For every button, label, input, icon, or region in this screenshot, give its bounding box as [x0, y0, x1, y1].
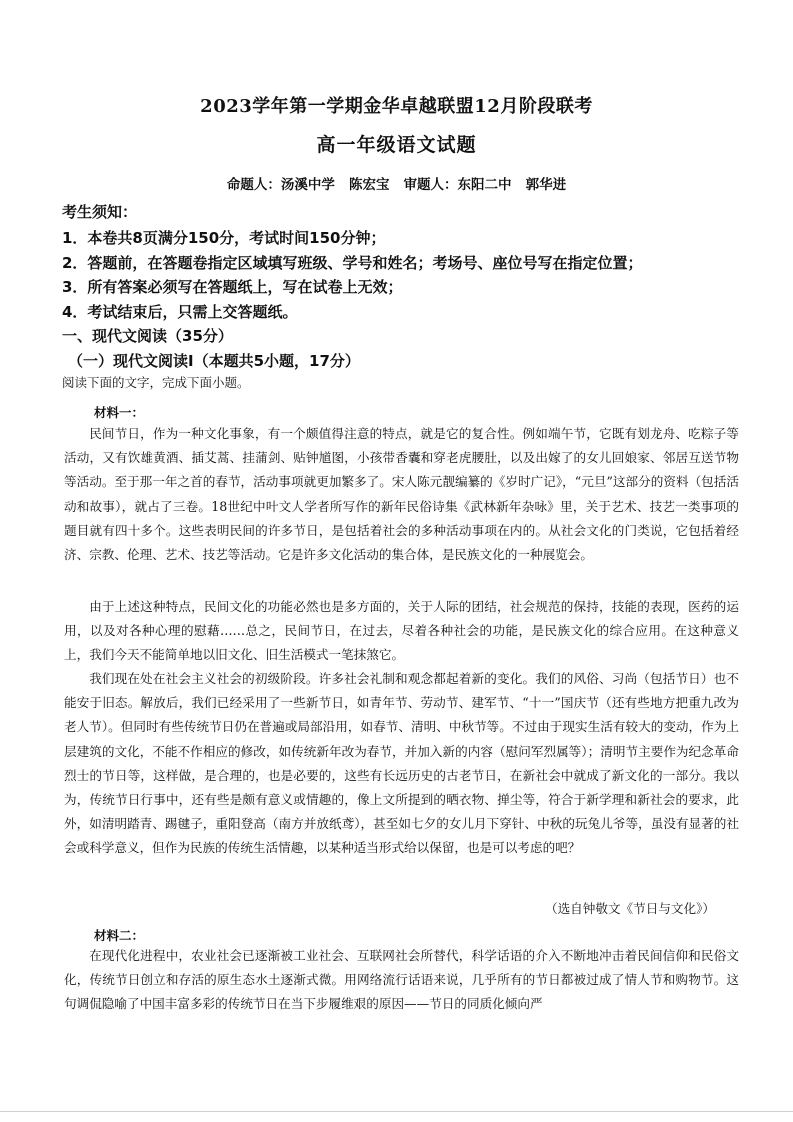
exam-authors: 命题人：汤溪中学 陈宏宝 审题人：东阳二中 郭华进: [226, 177, 567, 193]
notice-item-4: 4．考试结束后，只需上交答题纸。: [62, 303, 298, 321]
notice-item-2: 2．答题前，在答题卷指定区域填写班级、学号和姓名；考场号、座位号写在指定位置；: [62, 254, 643, 272]
exam-title: 2023学年第一学期金华卓越联盟12月阶段联考: [200, 96, 593, 117]
material-2-paragraph: 在现代化进程中，农业社会已逐渐被工业社会、互联网社会所替代，科学话语的介入不断地冲击着民间信仰和民俗文化，传统节日创立和存活的原生态水土逐渐式微。用网络流行话语来说，几乎所有的节日都被过成了情人节和购物节。这句调侃隐喻了中国丰富多彩的传统节日在当下步履维艰的原因——节日的同质化倾向严: [64, 948, 739, 1012]
material-1-paragraph-1: 民间节日，作为一种文化事象，有一个颇值得注意的特点，就是它的复合性。例如端午节，它既有划龙舟、吃粽子等活动，又有饮雄黄酒、插艾蒿、挂蒲剑、贴钟馗图，小孩带香囊和穿老虎腰肚，以及出嫁了的女儿回娘家、邻居互送节物等活动。至于那一年之首的春节，活动事项就更加繁多了。宋人陈元靓编纂的《岁时广记》，“元旦”这部分的资料（包括活动和故事），就占了三卷。18世纪中叶文人学者所写作的新年民俗诗集《武林新年杂咏》里，关于艺术、技艺一类事项的题目就有四十多个。这些表明民间的许多节日，是包括着社会的多种活动事项在内的。从社会文化的门类说，它包括着经济、宗教、伦理、艺术、技艺等活动。它是许多文化活动的集合体，是民族文化的一种展览会。: [64, 426, 739, 563]
section-title: 一、现代文阅读（35分）: [62, 327, 233, 345]
exam-subtitle: 高一年级语文试题: [316, 134, 477, 156]
material-2-heading: 材料二：: [94, 928, 145, 943]
notice-item-3: 3．所有答案必须写在答题纸上，写在试卷上无效；: [62, 278, 403, 296]
material-1-paragraph-2: 由于上述这种特点，民间文化的功能必然也是多方面的，关于人际的团结，社会规范的保持，技能的表现，医药的运用，以及对各种心理的慰藉……总之，民间节日，在过去，尽着各种社会的功能，是民族文化的综合应用。在这种意义上，我们今天不能简单地以旧文化、旧生活模式一笔抹煞它。: [64, 599, 739, 663]
notice-heading: 考生须知：: [62, 203, 138, 221]
material-1-paragraph-3: 我们现在处在社会主义社会的初级阶段。许多社会礼制和观念都起着新的变化。我们的风俗、习尚（包括节日）也不能安于旧态。解放后，我们已经采用了一些新节日，如青年节、劳动节、建军节、“十一”国庆节（还有些地方把重九改为老人节）。但同时有些传统节日仍在普遍或局部沿用，如春节、清明、中秋节等。不过由于现实生活有较大的变动，作为上层建筑的文化，不能不作相应的修改，如传统新年改为春节，并加入新的内容（慰问军烈属等）；清明节主要作为纪念革命烈士的节日等，这样做，是合理的，也是必要的，这些有长远历史的古老节日，在新社会中就成了新文化的一部分。我以为，传统节日行事中，还有些是颇有意义或情趣的，像上文所提到的晒衣物、掸尘等，符合于新学理和新社会的要求，此外，如清明踏青、踢毽子，重阳登高（南方并放纸鸢），甚至如七夕的女儿月下穿针、中秋的玩兔儿爷等，虽没有显著的社会或科学意义，但作为民族的传统生活情趣，以某种适当形式给以保留，也是可以考虑的吧？: [64, 671, 739, 856]
page-footer-divider: [0, 1111, 793, 1112]
reading-instruction: 阅读下面的文字，完成下面小题。: [62, 375, 250, 390]
material-1-source: （选自钟敬文《节日与文化》）: [544, 901, 715, 916]
material-1-heading: 材料一：: [94, 405, 145, 420]
section-subtitle: （一）现代文阅读Ⅰ（本题共5小题，17分）: [68, 352, 360, 370]
notice-item-1: 1．本卷共8页满分150分，考试时间150分钟；: [62, 229, 386, 247]
